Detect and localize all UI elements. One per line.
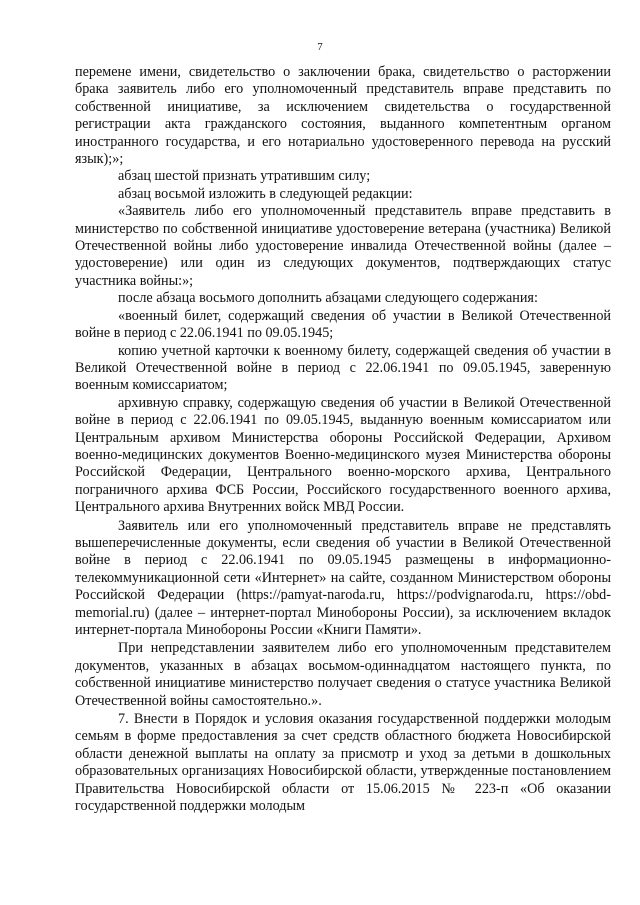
paragraph-add-after-eight: после абзаца восьмого дополнить абзацами следующего содержания: <box>118 290 538 307</box>
paragraph-ministry-obtains: При непредставлении заявителем либо его уполномоченным представителем документов, указанных в абзацах восьмом-одиннадцатом настоящего пункта, по собственной инициативе министерство получает сведения о статусе участника Великой Отечественной войны самостоятельно.». <box>75 640 611 709</box>
paragraph-abzac-six-repealed: абзац шестой признать утратившим силу; <box>118 168 371 185</box>
paragraph-applicant-veteran-certificate: «Заявитель либо его уполномоченный представитель вправе представить в министерство по собственной инициативе удостоверение ветерана (участника) Великой Отечественной войны либо удостоверение инвалида Отечественной войны (далее – удостоверение) или один из следующих документов, подтверждающих статус участника войны:»; <box>75 203 611 289</box>
paragraph-abzac-eight-edit: абзац восьмой изложить в следующей редакции: <box>118 185 413 202</box>
page-number: 7 <box>317 41 323 53</box>
paragraph-online-portal: Заявитель или его уполномоченный представитель вправе не представлять вышеперечисленные документы, если сведения об участии в Великой Отечественной войне в период с 22.06.1941 по 09.05.1945 размещены в информационно-телекоммуникационной сети «Интернет» на сайте, созданном Министерством обороны Российской Федерации (https://pamyat-naroda.ru, https://podvignaroda.ru, https://obd-memorial.ru) (далее – интернет-портал Минобороны России), за исключением вкладок интернет-портала Минобороны России «Книги Памяти». <box>75 517 611 638</box>
paragraph-military-id: «военный билет, содержащий сведения об участии в Великой Отечественной войне в период с 22.06.1941 по 09.05.1945; <box>75 307 611 342</box>
document-body <box>75 64 611 815</box>
paragraph-item-seven: 7. Внести в Порядок и условия оказания государственной поддержки молодым семьям в форме предоставления за счет средств областного бюджета Новосибирской области денежной выплаты на оплату за присмотр и уход за детьми в дошкольных образовательных организациях Новосибирской области, утвержденные постановлением Правительства Новосибирской области от 15.06.2015 № 223-п «Об оказании государственной поддержки молодым <box>75 711 611 815</box>
paragraph-archive-certificate: архивную справку, содержащую сведения об участии в Великой Отечественной войне в период с 22.06.1941 по 09.05.1945, выданную военным комиссариатом или Центральным архивом Министерства обороны Российской Федерации, Архивом военно-медицинских документов Военно-медицинского музея Министерства обороны Российской Федерации, Центрального военно-морского архива, Центрального пограничного архива ФСБ России, Российского государственного военного архива, Центрального архива Внутренних войск МВД России. <box>75 394 611 516</box>
paragraph-registration-card-copy: копию учетной карточки к военному билету, содержащей сведения об участии в Великой Отечественной войне в период с 22.06.1941 по 09.05.1945, заверенную военным комиссариатом; <box>75 342 611 394</box>
paragraph-continuation: перемене имени, свидетельство о заключении брака, свидетельство о расторжении брака заявитель либо его уполномоченный представитель вправе представить по собственной инициативе, за исключением свидетельства о государственной регистрации акта гражданского состояния, выданного компетентным органом иностранного государства, и его нотариально удостоверенного перевода на русский язык);»; <box>75 64 611 168</box>
